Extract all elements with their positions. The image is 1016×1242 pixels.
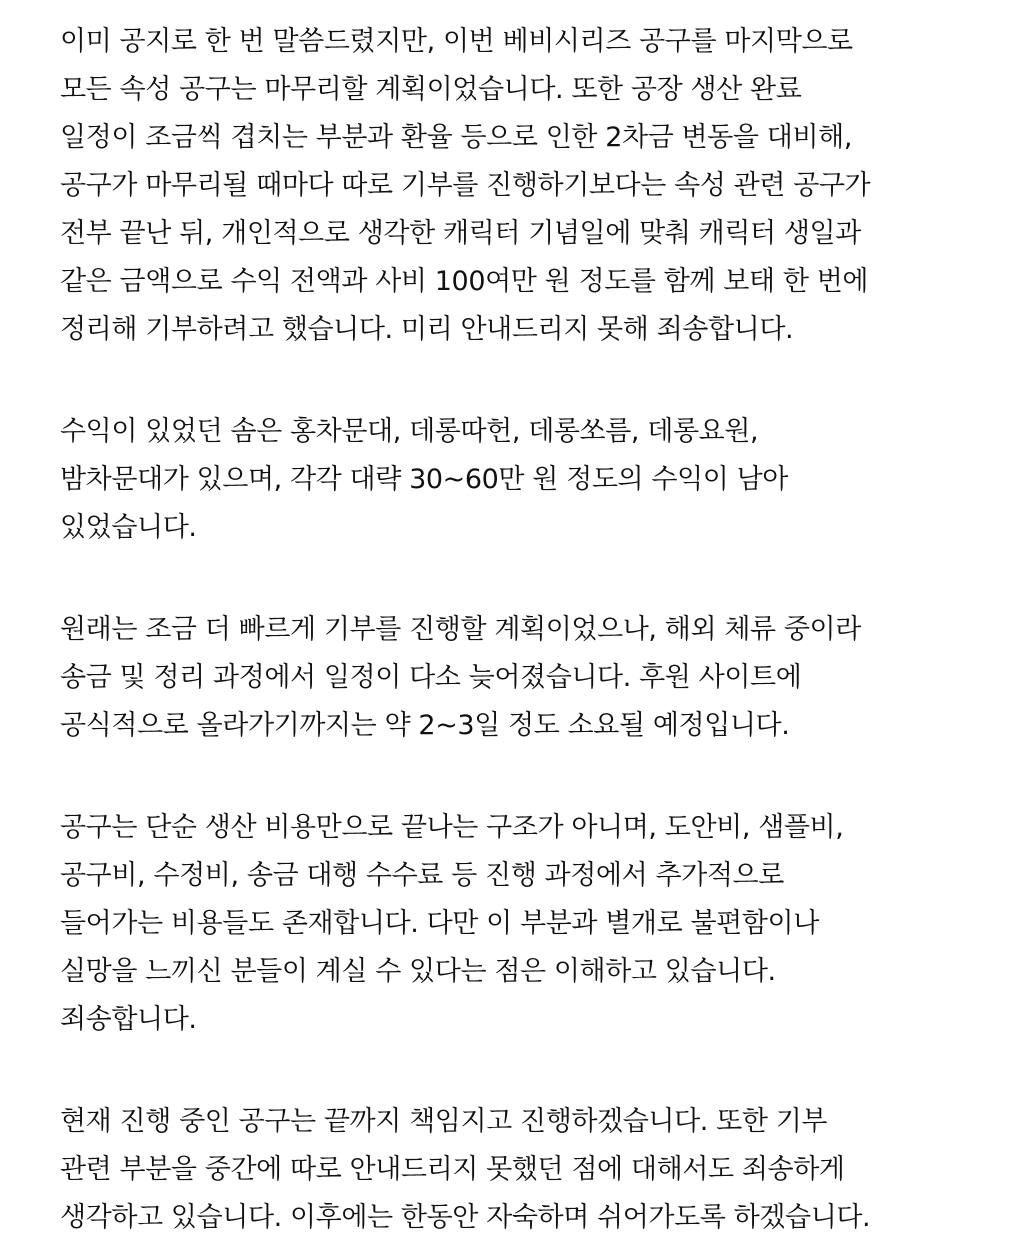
text-line: 공구는 단순 생산 비용만으로 끝나는 구조가 아니며, 도안비, 샘플비,	[60, 812, 844, 843]
text-line: 생각하고 있습니다. 이후에는 한동안 자숙하며 쉬어가도록 하겠습니다.	[60, 1202, 871, 1233]
text-line: 수익이 있었던 솜은 홍차문대, 데롱따헌, 데롱쏘름, 데롱요원,	[60, 416, 759, 447]
text-line: 현재 진행 중인 공구는 끝까지 책임지고 진행하겠습니다. 또한 기부	[60, 1106, 828, 1137]
text-line: 전부 끝난 뒤, 개인적으로 생각한 캐릭터 기념일에 맞춰 캐릭터 생일과	[60, 218, 861, 249]
text-line: 들어가는 비용들도 존재합니다. 다만 이 부분과 별개로 불편함이나	[60, 908, 819, 939]
text-line: 죄송합니다.	[60, 1004, 197, 1035]
text-line: 관련 부분을 중간에 따로 안내드리지 못했던 점에 대해서도 죄송하게	[60, 1154, 845, 1185]
text-line: 같은 금액으로 수익 전액과 사비 100여만 원 정도를 함께 보태 한 번에	[60, 266, 869, 297]
text-line: 원래는 조금 더 빠르게 기부를 진행할 계획이었으나, 해외 체류 중이라	[60, 614, 861, 645]
paragraph-5	[60, 1098, 1000, 1242]
text-line: 이미 공지로 한 번 말씀드렸지만, 이번 베비시리즈 공구를 마지막으로	[60, 26, 853, 57]
text-line: 송금 및 정리 과정에서 일정이 다소 늦어졌습니다. 후원 사이트에	[60, 662, 802, 693]
text-line: 실망을 느끼신 분들이 계실 수 있다는 점은 이해하고 있습니다.	[60, 956, 776, 987]
text-line: 모든 속성 공구는 마무리할 계획이었습니다. 또한 공장 생산 완료	[60, 74, 802, 105]
paragraph-2	[60, 408, 1000, 552]
text-line: 공구가 마무리될 때마다 따로 기부를 진행하기보다는 속성 관련 공구가	[60, 170, 871, 201]
text-line: 일정이 조금씩 겹치는 부분과 환율 등으로 인한 2차금 변동을 대비해,	[60, 122, 853, 153]
paragraph-1	[60, 18, 1000, 354]
text-line: 정리해 기부하려고 했습니다. 미리 안내드리지 못해 죄송합니다.	[60, 314, 794, 345]
notice-document	[60, 18, 1000, 1242]
paragraph-4	[60, 804, 1000, 1044]
paragraph-3	[60, 606, 1000, 750]
text-line: 공식적으로 올라가기까지는 약 2~3일 정도 소요될 예정입니다.	[60, 710, 790, 741]
text-line: 있었습니다.	[60, 512, 197, 543]
text-line: 공구비, 수정비, 송금 대행 수수료 등 진행 과정에서 추가적으로	[60, 860, 784, 891]
text-line: 밤차문대가 있으며, 각각 대략 30~60만 원 정도의 수익이 남아	[60, 464, 788, 495]
